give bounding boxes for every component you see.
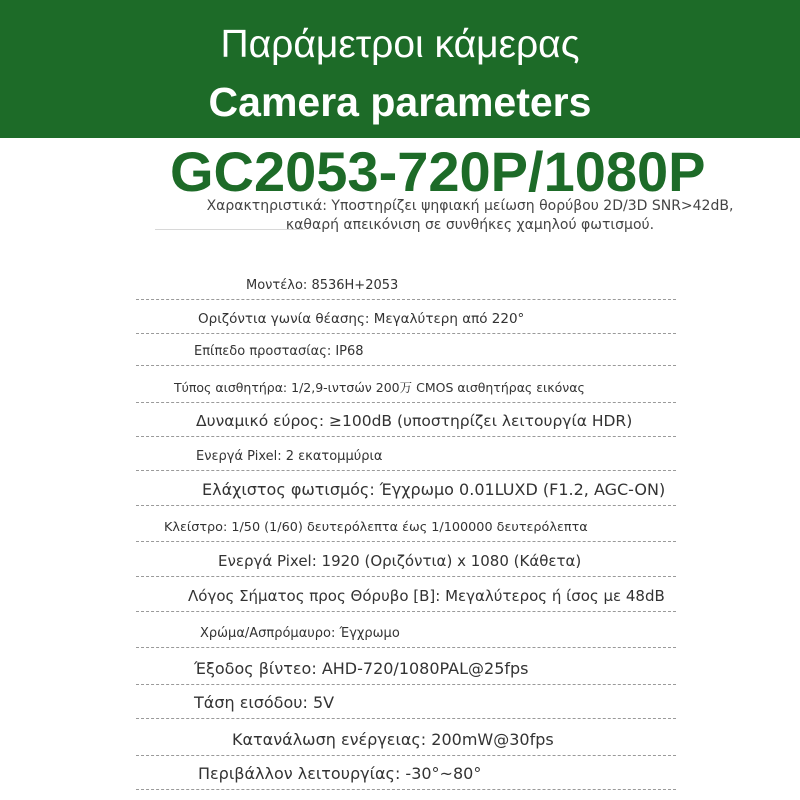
param-view-angle: Οριζόντια γωνία θέασης: Μεγαλύτερη από 220° xyxy=(198,311,525,327)
param-row-pixels xyxy=(136,436,676,471)
param-row-resolution xyxy=(136,541,676,577)
header-title-greek: Παράμετροι κάμερας xyxy=(220,23,580,66)
param-row-protection xyxy=(136,333,676,366)
param-row-dynamic-range xyxy=(136,402,676,437)
param-row-sensor xyxy=(136,365,676,403)
param-shutter: Κλείστρο: 1/50 (1/60) δευτερόλεπτα έως 1/100000 δευτερόλεπτα xyxy=(164,520,588,535)
param-min-illumination: Ελάχιστος φωτισμός: Έγχρωμο 0.01LUXD (F1.2, AGC-ON) xyxy=(202,480,666,499)
param-resolution: Ενεργά Pixel: 1920 (Οριζόντια) x 1080 (Κάθετα) xyxy=(218,552,582,570)
header-banner xyxy=(0,0,800,138)
features-line-1: Χαρακτηριστικά: Υποστηρίζει ψηφιακή μείωση θορύβου 2D/3D SNR>42dB, xyxy=(206,198,734,214)
param-environment: Περιβάλλον λειτουργίας: -30°~80° xyxy=(198,764,482,783)
param-row-voltage xyxy=(136,684,676,719)
param-power: Κατανάλωση ενέργειας: 200mW@30fps xyxy=(232,730,554,749)
param-protection: Επίπεδο προστασίας: IP68 xyxy=(194,344,364,359)
param-sensor: Τύπος αισθητήρα: 1/2,9-ιντσών 200万 CMOS αισθητήρας εικόνας xyxy=(174,380,585,395)
param-row-color xyxy=(136,611,676,648)
features-line-2: καθαρή απεικόνιση σε συνθήκες χαμηλού φωτισμού. xyxy=(285,217,655,233)
param-row-view-angle xyxy=(136,299,676,334)
param-row-environment xyxy=(136,755,676,790)
param-row-min-illumination xyxy=(136,470,676,506)
param-row-model xyxy=(136,260,676,300)
model-title: GC2053-720P/1080P xyxy=(170,140,706,203)
param-pixels: Ενεργά Pixel: 2 εκατομμύρια xyxy=(196,449,383,464)
param-color: Χρώμα/Ασπρόμαυρο: Έγχρωμο xyxy=(200,626,400,641)
param-dynamic-range: Δυναμικό εύρος: ≥100dB (υποστηρίζει λειτουργία HDR) xyxy=(196,412,633,430)
param-video-output: Έξοδος βίντεο: AHD-720/1080PAL@25fps xyxy=(194,659,529,678)
param-voltage: Τάση εισόδου: 5V xyxy=(194,693,335,712)
param-model: Μοντέλο: 8536H+2053 xyxy=(246,278,399,293)
header-title-english: Camera parameters xyxy=(208,79,592,125)
divider xyxy=(155,229,305,230)
param-row-shutter xyxy=(136,505,676,542)
param-row-snr xyxy=(136,576,676,612)
param-row-video-output xyxy=(136,647,676,685)
param-snr: Λόγος Σήματος προς Θόρυβο [B]: Μεγαλύτερος ή ίσος με 48dB xyxy=(188,587,665,605)
param-row-power xyxy=(136,718,676,756)
